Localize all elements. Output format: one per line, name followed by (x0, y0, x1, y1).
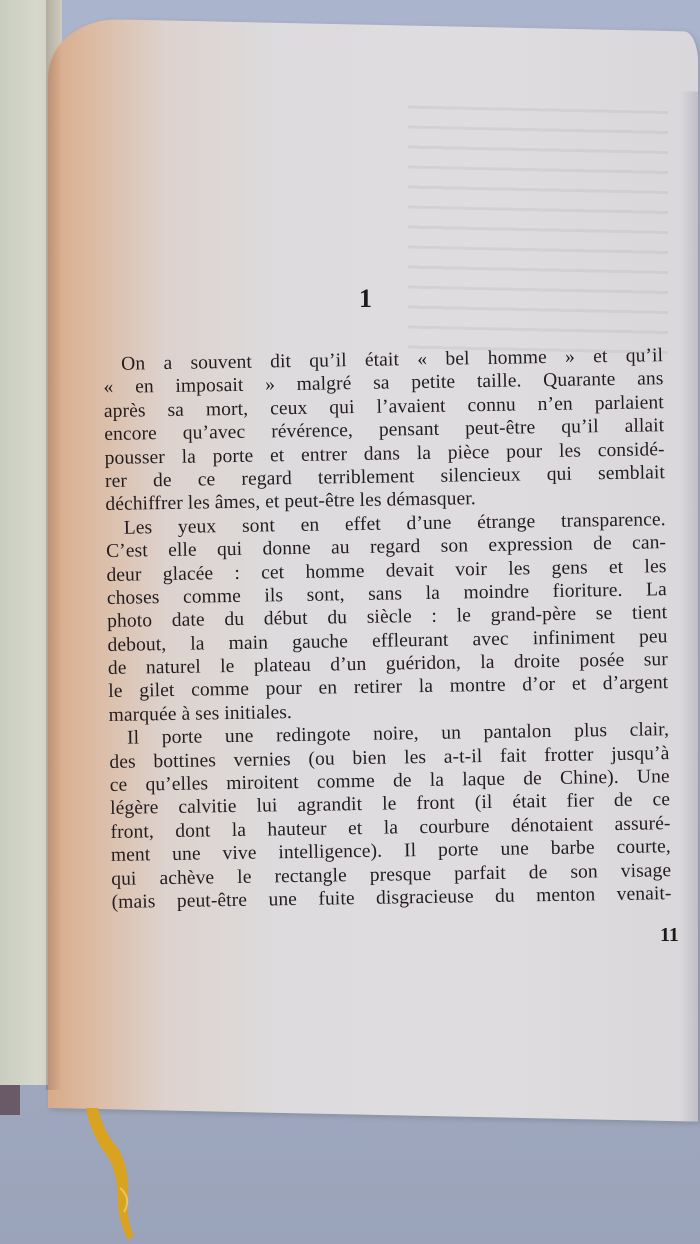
text-line: marquée à ses initiales. (108, 701, 293, 726)
paragraph-3 (109, 718, 672, 914)
text-line: « en imposait » malgré sa petite taille. Quarante ans (103, 368, 664, 399)
text-line: encore qu’avec révérence, pensant peut-être qu’il allait (104, 415, 665, 446)
text-line: front, dont la hauteur et la courbure dénotaient assuré- (110, 812, 671, 843)
text-line: le gilet comme pour en retirer la montre d’or et d’argent (108, 672, 669, 703)
text-line: après sa mort, ceux qui l’avaient connu n’en parlaient (103, 391, 665, 422)
text-line: C’est elle qui donne au regard son expression de can- (105, 532, 667, 563)
body-text (103, 344, 672, 914)
show-through-text (408, 106, 668, 361)
text-line: deur glacée : cet homme devait voir les gens et les (106, 555, 667, 586)
chapter-number: 1 (359, 284, 372, 313)
text-line: Les yeux sont en effet d’une étrange transparence. (123, 508, 666, 539)
paragraph-1 (103, 344, 666, 517)
page-right-shadow (680, 91, 698, 1121)
text-line: photo date du début du siècle : le grand-père se tient (107, 602, 668, 633)
text-line: (mais peut-être une fuite disgracieuse du menton venait- (111, 883, 672, 913)
book-cover-edge (0, 1085, 20, 1115)
text-line: rer de ce regard terriblement silencieux qui semblait (104, 462, 666, 492)
text-line: debout, la main gauche effleurant avec infiniment peu (107, 625, 668, 656)
spine-shadow (46, 0, 62, 1090)
text-line: légère calvitie lui agrandit le front (il était fier de ce (109, 789, 671, 820)
bookmark-ribbon-icon (84, 1108, 164, 1244)
paragraph-2 (106, 508, 669, 727)
text-line: de naturel le plateau d’un guéridon, la droite posée sur (107, 649, 669, 680)
text-line: On a souvent dit qu’il était « bel homme » et qu’il (121, 345, 664, 375)
text-line: pousser la porte et entrer dans la pièce pour les considé- (104, 438, 665, 469)
text-line: Il porte une redingote noire, un pantalon plus clair, (126, 719, 670, 749)
page-number: 11 (660, 924, 679, 946)
text-line: des bottines vernies (ou bien les a-t-il fait frotter jusqu’à (109, 742, 670, 773)
text-line: ce qu’elles miroitent comme de la laque de Chine). Une (109, 766, 670, 796)
text-line: déchiffrer les âmes, et peut-être les démasquer. (105, 488, 476, 516)
text-line: qui achève le rectangle presque parfait de son visage (111, 859, 672, 890)
text-line: ment une vive intelligence). Il porte une barbe courte, (110, 836, 671, 867)
text-line: choses comme ils sont, sans la moindre fioriture. La (106, 579, 667, 609)
